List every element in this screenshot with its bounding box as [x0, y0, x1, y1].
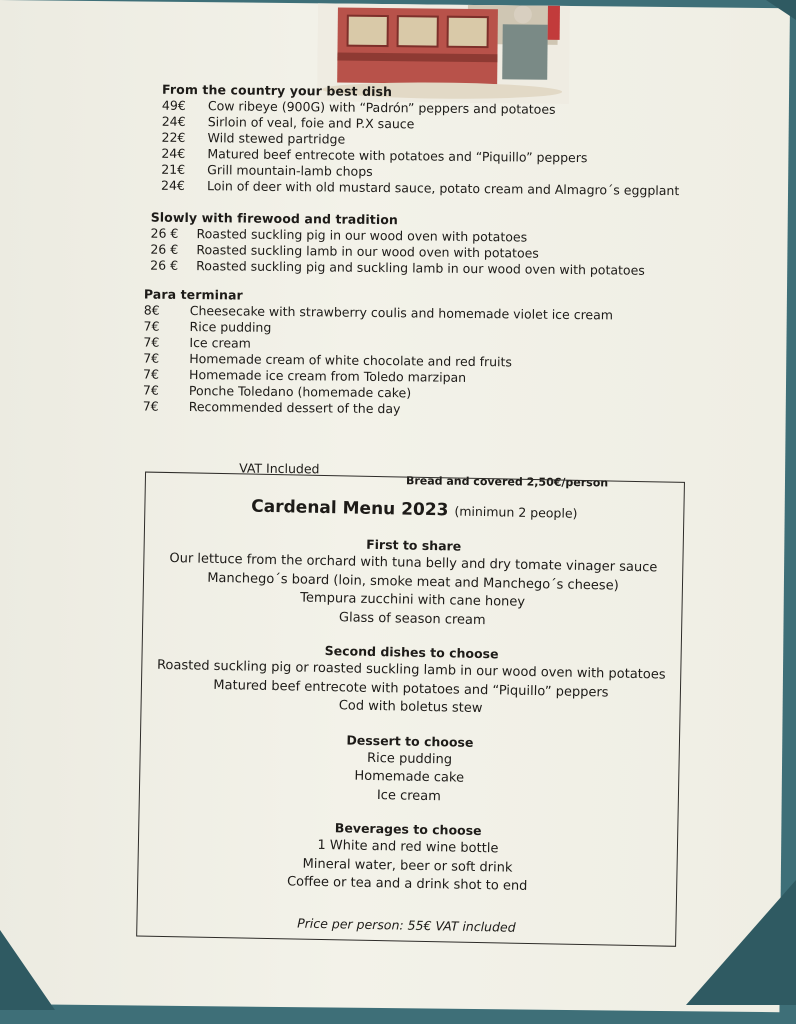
menu-holder-corner-top-right [766, 0, 796, 20]
block-item: Homemade cake [354, 768, 465, 786]
item-price: 24€ [161, 113, 186, 129]
item-description: Ice cream [189, 335, 251, 351]
item-price: 21€ [161, 161, 186, 177]
section-from-the-country [161, 82, 680, 199]
item-description: Homemade ice cream from Toledo marzipan [189, 367, 467, 385]
item-price: 7€ [143, 350, 160, 366]
section-title: Slowly with firewood and tradition [150, 209, 399, 228]
item-description: Matured beef entrecote with potatoes and “Piquillo” peppers [207, 146, 588, 166]
item-price: 26 € [150, 241, 179, 257]
bread-note: Bread and covered 2,50€/person [405, 474, 609, 490]
item-price: 7€ [143, 318, 160, 334]
section-title: Para terminar [143, 286, 243, 303]
item-description: Roasted suckling pig and suckling lamb in our wood oven with potatoes [196, 258, 645, 278]
section-para-terminar [143, 287, 614, 420]
item-description: Cheesecake with strawberry coulis and homemade violet ice cream [189, 303, 614, 323]
item-description: Loin of deer with old mustard sauce, potato cream and Almagro´s eggplant [206, 178, 680, 199]
section-title: From the country your best dish [161, 81, 393, 100]
block-item: Manchego´s board (loin, smoke meat and Manchego´s cheese) [207, 570, 619, 594]
item-description: Recommended dessert of the day [188, 398, 401, 417]
item-price: 22€ [161, 129, 186, 145]
block-item: Roasted suckling pig or roasted suckling lamb in our wood oven with potatoes [156, 657, 666, 683]
block-item: 1 White and red wine bottle [317, 837, 499, 857]
block-item: Tempura zucchini with cane honey [300, 590, 526, 610]
item-description: Grill mountain-lamb chops [207, 162, 373, 179]
block-dessert [140, 726, 679, 811]
item-description: Cow ribeye (900G) with “Padrón” peppers and potatoes [207, 98, 556, 117]
block-item: Mineral water, beer or soft drink [302, 856, 513, 876]
item-price: 7€ [143, 366, 160, 382]
item-price: 24€ [160, 177, 186, 193]
item-price: 7€ [142, 382, 159, 398]
block-heading: Second dishes to choose [324, 643, 499, 662]
block-item: Matured beef entrecote with potatoes and “Piquillo” peppers [213, 677, 609, 700]
cardenal-title-text: Cardenal Menu 2023 [251, 496, 449, 521]
item-description: Ponche Toledano (homemade cake) [188, 383, 412, 401]
block-item: Glass of season cream [338, 609, 486, 628]
block-second-dishes [141, 638, 680, 723]
section-slowly-with-firewood [150, 210, 645, 279]
menu-holder-corner-left [0, 930, 55, 1010]
item-description: Homemade cream of white chocolate and red fruits [189, 351, 513, 370]
item-price: 49€ [161, 97, 186, 113]
block-first-to-share [143, 531, 683, 634]
block-heading: Dessert to choose [346, 731, 474, 750]
menu-holder-corner-right [686, 880, 796, 1005]
item-price: 26 € [150, 257, 179, 273]
item-description: Roasted suckling lamb in our wood oven with potatoes [196, 242, 539, 261]
vat-note: VAT Included [239, 460, 320, 477]
block-beverages [138, 815, 677, 900]
item-price: 7€ [143, 334, 160, 350]
item-description: Wild stewed partridge [207, 130, 346, 147]
cardenal-menu-box [136, 472, 685, 947]
block-item: Ice cream [376, 787, 442, 804]
block-item: Our lettuce from the orchard with tuna belly and dry tomate vinager sauce [169, 551, 658, 576]
item-price: 26 € [150, 225, 179, 241]
item-description: Sirloin of veal, foie and P.X sauce [207, 114, 415, 132]
block-item: Rice pudding [366, 750, 453, 767]
block-item: Cod with boletus stew [338, 698, 483, 717]
cardenal-subtitle: (minimun 2 people) [454, 503, 578, 521]
price-per-person: Price per person: 55€ VAT included [297, 915, 516, 935]
cardenal-menu-title [145, 495, 683, 525]
block-heading: Beverages to choose [334, 820, 482, 839]
item-price: 8€ [143, 302, 160, 318]
item-description: Roasted suckling pig in our wood oven with potatoes [196, 226, 528, 245]
item-description: Rice pudding [189, 319, 272, 335]
block-item: Coffee or tea and a drink shot to end [286, 874, 528, 894]
block-heading: First to share [366, 536, 462, 554]
item-price: 7€ [142, 398, 159, 414]
item-price: 24€ [161, 145, 186, 161]
